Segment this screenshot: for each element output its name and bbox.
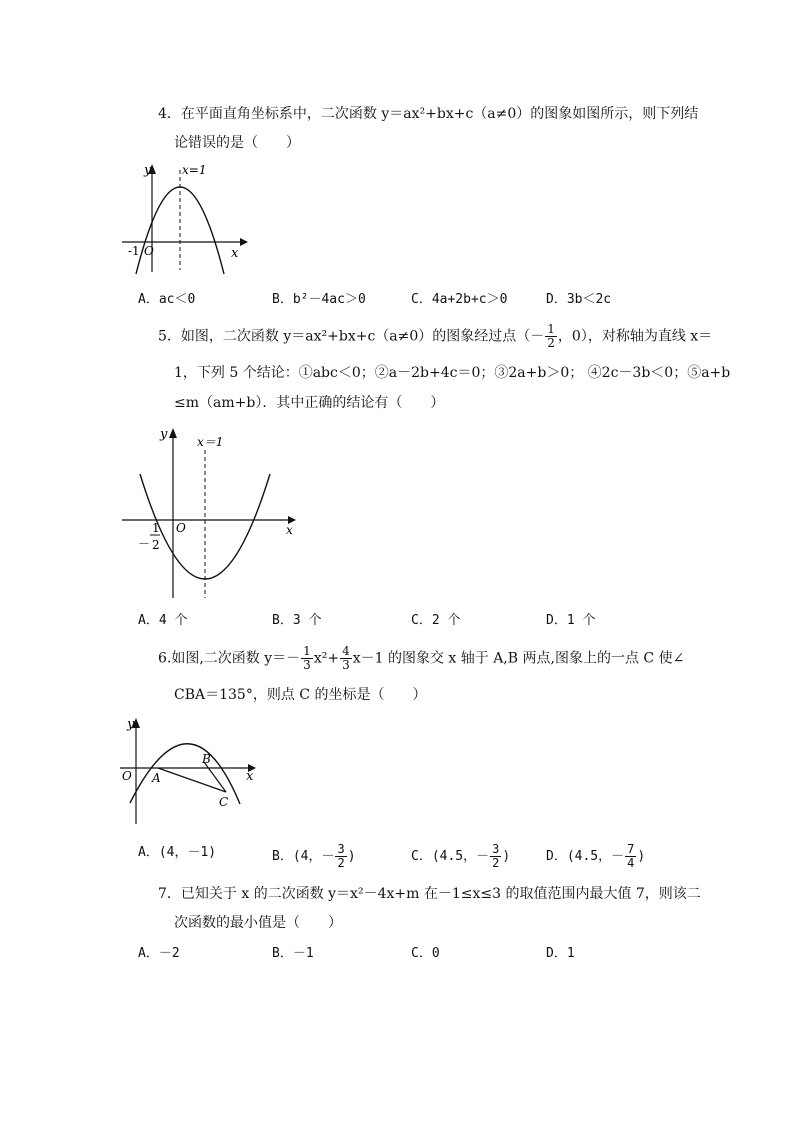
q6-option-c-num: 3 (492, 842, 500, 856)
q4-neg-one: -1 (128, 244, 140, 258)
q6-origin: O (122, 769, 132, 783)
q5-minus: － (138, 537, 151, 551)
q4-x-label: x (231, 246, 239, 261)
q6-option-d[interactable] (546, 843, 645, 870)
q4-graph (118, 158, 253, 276)
q6-stem-line2: CBA＝135°，则点 C 的坐标是（ ） (174, 687, 427, 703)
q6-fraction-1 (301, 645, 313, 672)
q6-point-c: C (219, 795, 229, 809)
q5-option-a[interactable]: A．4 个 (138, 613, 188, 628)
q6-option-b[interactable] (272, 843, 356, 870)
q6-option-b-den: 2 (337, 856, 345, 870)
q5-fraction-num: 1 (547, 322, 555, 336)
q5-fraction-den: 2 (547, 336, 555, 350)
q6-option-c-fraction (490, 843, 501, 870)
q5-half-num: 1 (152, 521, 160, 535)
q4-axis-label: x=1 (182, 163, 207, 177)
q6-option-c-den: 2 (492, 856, 500, 870)
q5-half-den: 2 (152, 538, 160, 552)
q6-option-a[interactable]: A．(4，－1) (138, 845, 217, 860)
q6-option-d-num: 7 (627, 842, 635, 856)
q4-option-d[interactable]: D．3b＜2c (546, 292, 612, 307)
q7-option-c[interactable]: C．0 (411, 946, 440, 961)
q6-line1-part-b: x²+ (313, 650, 340, 667)
q6-option-c[interactable] (411, 843, 510, 870)
q4-origin: O (144, 244, 154, 258)
q5-line1-part-b: ，0），对称轴为直线 x＝ (557, 328, 713, 345)
q6-option-b-num: 3 (337, 842, 345, 856)
q6-option-d-fraction (625, 843, 636, 870)
q6-line1-part-a: 6.如图,二次函数 y＝－ (158, 650, 301, 667)
q4-option-a[interactable]: A．ac＜0 (138, 292, 196, 307)
q7-stem-line1: 7．已知关于 x 的二次函数 y＝x²－4x+m 在－1≤x≤3 的取值范围内最大值 7，则该二 (158, 886, 701, 902)
q5-stem-line1 (158, 323, 712, 350)
q4-stem-line1: 4．在平面直角坐标系中，二次函数 y＝ax²+bx+c（a≠0）的图象如图所示，则下列结 (158, 106, 699, 122)
q5-graph (118, 422, 298, 602)
q4-stem-line2: 论错误的是（ ） (174, 135, 300, 151)
q6-y-label: y (127, 717, 135, 732)
q6-graph (118, 712, 263, 827)
q6-option-b-fraction (335, 843, 346, 870)
q5-option-d[interactable]: D．1 个 (546, 613, 596, 628)
q6-fraction-1-den: 3 (303, 658, 311, 672)
q5-axis-label: x＝1 (197, 435, 224, 449)
q5-option-c[interactable]: C．2 个 (411, 613, 461, 628)
q6-point-a: A (152, 771, 161, 785)
q6-option-b-pre: B．(4，－ (272, 849, 335, 864)
q7-option-b[interactable]: B．－1 (272, 946, 314, 961)
q7-option-a[interactable]: A．－2 (138, 946, 180, 961)
q6-option-d-den: 4 (627, 856, 635, 870)
q5-origin: O (176, 521, 186, 535)
q6-fraction-2-num: 4 (342, 644, 350, 658)
q6-option-b-post: ) (347, 849, 356, 864)
q6-fraction-1-num: 1 (303, 644, 311, 658)
q6-stem-line1 (158, 645, 684, 672)
q5-y-label: y (160, 427, 168, 442)
q4-option-c[interactable]: C．4a+2b+c＞0 (411, 292, 508, 307)
q7-stem-line2: 次函数的最小值是（ ） (174, 915, 342, 931)
q6-line1-part-c: x－1 的图象交 x 轴于 A,B 两点,图象上的一点 C 使∠ (352, 650, 685, 667)
q5-x-label: x (286, 523, 293, 537)
q6-fraction-2 (340, 645, 352, 672)
q7-option-d[interactable]: D．1 (546, 946, 575, 961)
q6-point-b: B (202, 752, 211, 766)
q5-stem-line3: ≤m（am+b）．其中正确的结论有（ ） (174, 395, 445, 411)
q6-option-c-post: ) (502, 849, 511, 864)
q6-option-d-pre: D．(4.5，－ (546, 849, 625, 864)
q6-option-c-pre: C．(4.5，－ (411, 849, 490, 864)
q4-y-label: y (144, 163, 152, 178)
q5-fraction (545, 323, 557, 350)
q5-stem-line2: 1，下列 5 个结论：①abc＜0；②a－2b+4c＝0；③2a+b＞0； ④2c－3b＜0；⑤a+b (174, 365, 731, 381)
q6-fraction-2-den: 3 (342, 658, 350, 672)
q5-line1-part-a: 5．如图，二次函数 y＝ax²+bx+c（a≠0）的图象经过点（－ (158, 328, 545, 345)
q6-x-label: x (246, 769, 254, 784)
q4-option-b[interactable]: B．b²－4ac＞0 (272, 292, 366, 307)
q6-option-d-post: ) (637, 849, 646, 864)
q5-option-b[interactable]: B．3 个 (272, 613, 322, 628)
